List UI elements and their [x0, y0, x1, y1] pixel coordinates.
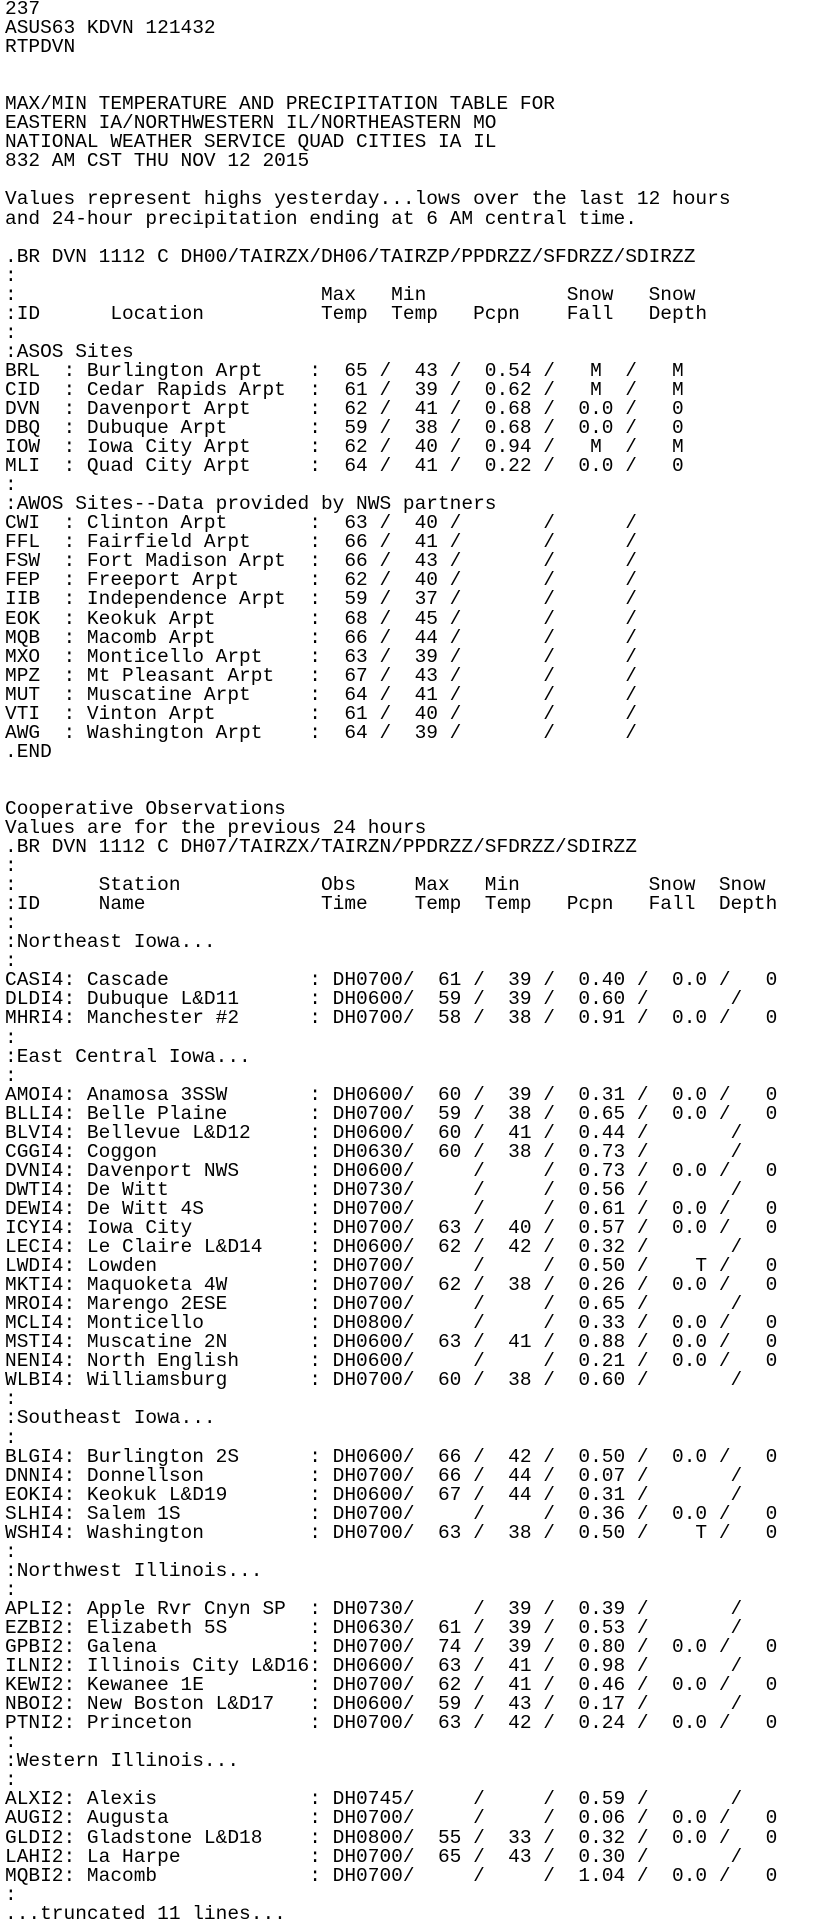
text-line: .END — [5, 740, 52, 763]
text-line: .BR DVN 1112 C DH00/TAIRZX/DH06/TAIRZP/PPDRZZ/SFDRZZ/SDIRZZ — [5, 245, 696, 268]
text-line: NBOI2: New Boston L&D17 : DH0600/ 59 / 43 / 0.17 / / — [5, 1693, 743, 1716]
text-line: IOW : Iowa City Arpt : 62 / 40 / 0.94 / M / M — [5, 436, 684, 459]
text-line: NATIONAL WEATHER SERVICE QUAD CITIES IA IL — [5, 131, 497, 154]
text-line: : — [5, 1426, 17, 1449]
text-line: MROI4: Marengo 2ESE : DH0700/ / / 0.65 / / — [5, 1293, 743, 1316]
text-line: :Western Illinois... — [5, 1750, 240, 1773]
text-line: ALXI2: Alexis : DH0745/ / / 0.59 / / — [5, 1788, 743, 1811]
text-line: MUT : Muscatine Arpt : 64 / 41 / / / — [5, 683, 637, 706]
text-line: : Station Obs Max Min Snow Snow — [5, 874, 766, 897]
text-line: ...truncated 11 lines... — [5, 1902, 286, 1925]
text-line: LECI4: Le Claire L&D14 : DH0600/ 62 / 42 / 0.32 / / — [5, 1236, 743, 1259]
text-line: CASI4: Cascade : DH0700/ 61 / 39 / 0.40 / 0.0 / 0 — [5, 969, 778, 992]
text-line: BLGI4: Burlington 2S : DH0600/ 66 / 42 / 0.50 / 0.0 / 0 — [5, 1445, 778, 1468]
text-line: LWDI4: Lowden : DH0700/ / / 0.50 / T / 0 — [5, 1255, 778, 1278]
text-line: :Southeast Iowa... — [5, 1407, 216, 1430]
text-line: KEWI2: Kewanee 1E : DH0700/ 62 / 41 / 0.46 / 0.0 / 0 — [5, 1674, 778, 1697]
text-line: DWTI4: De Witt : DH0730/ / / 0.56 / / — [5, 1178, 743, 1201]
text-line: AUGI2: Augusta : DH0700/ / / 0.06 / 0.0 / 0 — [5, 1807, 778, 1830]
text-line: BLVI4: Bellevue L&D12 : DH0600/ 60 / 41 / 0.44 / / — [5, 1121, 743, 1144]
text-line: : — [5, 950, 17, 973]
text-line: :AWOS Sites--Data provided by NWS partners — [5, 493, 497, 516]
text-line: :ID Name Time Temp Temp Pcpn Fall Depth — [5, 893, 778, 916]
text-line: FEP : Freeport Arpt : 62 / 40 / / / — [5, 569, 637, 592]
text-line: GPBI2: Galena : DH0700/ 74 / 39 / 0.80 / 0.0 / 0 — [5, 1636, 778, 1659]
text-line: CID : Cedar Rapids Arpt : 61 / 39 / 0.62 / M / M — [5, 378, 684, 401]
text-line: MLI : Quad City Arpt : 64 / 41 / 0.22 / 0.0 / 0 — [5, 455, 684, 478]
text-line: FSW : Fort Madison Arpt : 66 / 43 / / / — [5, 550, 637, 573]
text-line: Values represent highs yesterday...lows over the last 12 hours — [5, 188, 731, 211]
text-line: CGGI4: Coggon : DH0630/ 60 / 38 / 0.73 / / — [5, 1140, 743, 1163]
text-line: MQB : Macomb Arpt : 66 / 44 / / / — [5, 626, 637, 649]
text-line: WSHI4: Washington : DH0700/ 63 / 38 / 0.50 / T / 0 — [5, 1521, 778, 1544]
text-line: DBQ : Dubuque Arpt : 59 / 38 / 0.68 / 0.0 / 0 — [5, 417, 684, 440]
text-line: : Max Min Snow Snow — [5, 283, 696, 306]
text-line: :Northeast Iowa... — [5, 931, 216, 954]
text-line: : — [5, 1026, 17, 1049]
text-line: RTPDVN — [5, 36, 76, 59]
text-line: : — [5, 1769, 17, 1792]
text-line: ILNI2: Illinois City L&D16: DH0600/ 63 / 41 / 0.98 / / — [5, 1655, 743, 1678]
text-line: : — [5, 321, 17, 344]
text-line: AWG : Washington Arpt : 64 / 39 / / / — [5, 721, 637, 744]
text-line: : — [5, 855, 17, 878]
text-line: BRL : Burlington Arpt : 65 / 43 / 0.54 / M / M — [5, 359, 684, 382]
text-line: GLDI2: Gladstone L&D18 : DH0800/ 55 / 33 / 0.32 / 0.0 / 0 — [5, 1826, 778, 1849]
text-line: and 24-hour precipitation ending at 6 AM central time. — [5, 207, 637, 230]
text-line: DNNI4: Donnellson : DH0700/ 66 / 44 / 0.07 / / — [5, 1464, 743, 1487]
text-line: MHRI4: Manchester #2 : DH0700/ 58 / 38 / 0.91 / 0.0 / 0 — [5, 1007, 778, 1030]
text-line: ASUS63 KDVN 121432 — [5, 17, 216, 40]
text-line: .BR DVN 1112 C DH07/TAIRZX/TAIRZN/PPDRZZ/SFDRZZ/SDIRZZ — [5, 836, 637, 859]
text-line: Values are for the previous 24 hours — [5, 817, 427, 840]
text-line: :East Central Iowa... — [5, 1045, 251, 1068]
text-line: MQBI2: Macomb : DH0700/ / / 1.04 / 0.0 / 0 — [5, 1864, 778, 1887]
text-line: ICYI4: Iowa City : DH0700/ 63 / 40 / 0.57 / 0.0 / 0 — [5, 1217, 778, 1239]
text-line: VTI : Vinton Arpt : 61 / 40 / / / — [5, 702, 637, 725]
text-line: EASTERN IA/NORTHWESTERN IL/NORTHEASTERN MO — [5, 112, 497, 135]
text-line: 832 AM CST THU NOV 12 2015 — [5, 150, 310, 173]
text-line: FFL : Fairfield Arpt : 66 / 41 / / / — [5, 531, 637, 554]
text-line: EOKI4: Keokuk L&D19 : DH0600/ 67 / 44 / 0.31 / / — [5, 1483, 743, 1506]
text-line: NENI4: North English : DH0600/ / / 0.21 / 0.0 / 0 — [5, 1350, 778, 1373]
text-line: : — [5, 1731, 17, 1754]
text-line: MPZ : Mt Pleasant Arpt : 67 / 43 / / / — [5, 664, 637, 687]
text-line: 237 — [5, 0, 41, 20]
text-line: : — [5, 1064, 17, 1087]
text-line: EZBI2: Elizabeth 5S : DH0630/ 61 / 39 / 0.53 / / — [5, 1616, 743, 1639]
text-line — [5, 762, 813, 781]
text-line: IIB : Independence Arpt : 59 / 37 / / / — [5, 588, 637, 611]
text-line: : — [5, 912, 17, 935]
text-line: : — [5, 1388, 17, 1411]
text-line: LAHI2: La Harpe : DH0700/ 65 / 43 / 0.30 / / — [5, 1845, 743, 1868]
text-line: : — [5, 1540, 17, 1563]
text-line: MSTI4: Muscatine 2N : DH0600/ 63 / 41 / 0.88 / 0.0 / 0 — [5, 1331, 778, 1354]
text-line: AMOI4: Anamosa 3SSW : DH0600/ 60 / 39 / 0.31 / 0.0 / 0 — [5, 1083, 778, 1106]
text-line: DEWI4: De Witt 4S : DH0700/ / / 0.61 / 0.0 / 0 — [5, 1197, 778, 1220]
text-line: EOK : Keokuk Arpt : 68 / 45 / / / — [5, 607, 637, 630]
text-line: DLDI4: Dubuque L&D11 : DH0600/ 59 / 39 / 0.60 / / — [5, 988, 743, 1011]
text-line: CWI : Clinton Arpt : 63 / 40 / / / — [5, 512, 637, 535]
text-line: : — [5, 474, 17, 497]
text-line: : — [5, 1578, 17, 1601]
text-line: :ID Location Temp Temp Pcpn Fall Depth — [5, 302, 708, 325]
text-line: :Northwest Illinois... — [5, 1559, 263, 1582]
text-line: PTNI2: Princeton : DH0700/ 63 / 42 / 0.24 / 0.0 / 0 — [5, 1712, 778, 1735]
text-line: Cooperative Observations — [5, 797, 286, 820]
text-line: MAX/MIN TEMPERATURE AND PRECIPITATION TABLE FOR — [5, 93, 555, 116]
text-line: :ASOS Sites — [5, 340, 134, 363]
text-line: : — [5, 1883, 17, 1906]
text-line: WLBI4: Williamsburg : DH0700/ 60 / 38 / 0.60 / / — [5, 1369, 743, 1392]
text-line: MCLI4: Monticello : DH0800/ / / 0.33 / 0.0 / 0 — [5, 1312, 778, 1335]
text-line: DVNI4: Davenport NWS : DH0600/ / / 0.73 / 0.0 / 0 — [5, 1159, 778, 1182]
text-line: MXO : Monticello Arpt : 63 / 39 / / / — [5, 645, 637, 668]
text-line: : — [5, 264, 17, 287]
text-line: MKTI4: Maquoketa 4W : DH0700/ 62 / 38 / 0.26 / 0.0 / 0 — [5, 1274, 778, 1297]
text-line — [5, 57, 813, 76]
text-line: DVN : Davenport Arpt : 62 / 41 / 0.68 / 0.0 / 0 — [5, 397, 684, 420]
text-line: SLHI4: Salem 1S : DH0700/ / / 0.36 / 0.0 / 0 — [5, 1502, 778, 1525]
text-line — [5, 229, 813, 248]
text-line: BLLI4: Belle Plaine : DH0700/ 59 / 38 / 0.65 / 0.0 / 0 — [5, 1102, 778, 1125]
text-line: APLI2: Apple Rvr Cnyn SP : DH0730/ / 39 / 0.39 / / — [5, 1597, 743, 1620]
